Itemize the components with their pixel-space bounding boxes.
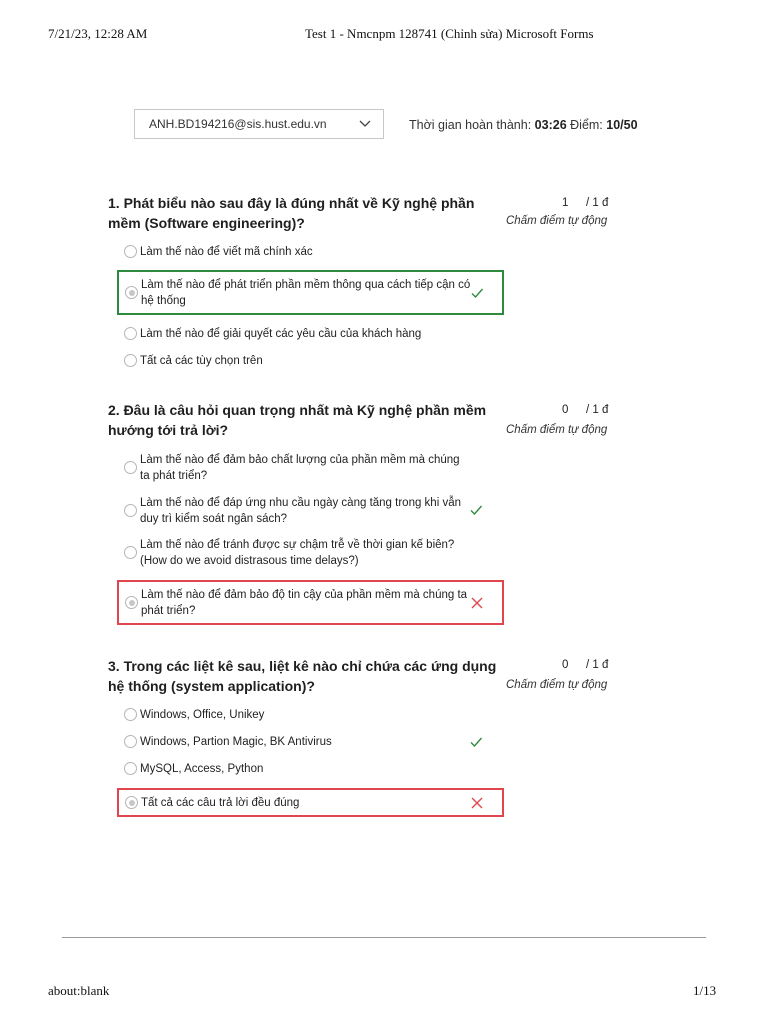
checkmark-icon (469, 503, 483, 517)
print-url: about:blank (48, 983, 110, 998)
print-title: Test 1 - Nmcnpm 128741 (Chỉnh sửa) Microsoft Forms (305, 26, 594, 41)
radio-button[interactable] (124, 504, 137, 517)
option-selected-correct[interactable] (117, 270, 504, 315)
option-label: Tất cả các câu trả lời đều đúng (141, 797, 300, 809)
option-label: Windows, Office, Unikey (140, 709, 265, 721)
option-label: Làm thế nào để phát triển phần mềm thông qua cách tiếp cận có hệ thống (141, 279, 471, 307)
option-label: Làm thế nào để đáp ứng nhu cầu ngày càng tăng trong khi vẫn duy trì kiểm soát ngân sách? (140, 497, 461, 525)
checkmark-icon (469, 735, 483, 749)
radio-button[interactable] (124, 735, 137, 748)
option[interactable] (117, 706, 504, 724)
option-selected-incorrect[interactable] (117, 788, 504, 817)
score-value: 10/50 (606, 118, 638, 132)
radio-button[interactable] (124, 461, 137, 474)
points-max: / 1 đ (586, 659, 609, 671)
option-selected-incorrect[interactable] (117, 580, 504, 625)
option[interactable] (117, 537, 504, 571)
radio-button[interactable] (124, 354, 137, 367)
points-earned: 1 (562, 197, 569, 209)
option[interactable] (117, 352, 504, 370)
cross-icon (470, 796, 484, 810)
chevron-down-icon (359, 117, 371, 129)
account-email: ANH.BD194216@sis.hust.edu.vn (149, 117, 327, 131)
result-stats (409, 118, 638, 132)
question-title: 1. Phát biểu nào sau đây là đúng nhất về Kỹ nghệ phần mềm (Software engineering)? (108, 195, 475, 231)
account-dropdown[interactable] (134, 109, 384, 139)
points-earned: 0 (562, 404, 569, 416)
auto-grade-label: Chấm điểm tự động (506, 679, 608, 691)
radio-button[interactable] (124, 708, 137, 721)
page-divider (62, 937, 706, 938)
radio-button[interactable] (124, 327, 137, 340)
time-value: 03:26 (534, 118, 567, 132)
radio-button[interactable] (124, 762, 137, 775)
option-label: Làm thế nào để đảm bảo chất lượng của phần mềm mà chúng ta phát triển? (140, 454, 460, 482)
option[interactable] (117, 733, 504, 751)
option[interactable] (117, 243, 504, 261)
radio-button-selected[interactable] (125, 286, 138, 299)
print-page-number: 1/13 (693, 983, 717, 998)
time-label: Thời gian hoàn thành: (409, 118, 532, 132)
radio-button-selected[interactable] (125, 796, 138, 809)
radio-button[interactable] (124, 245, 137, 258)
auto-grade-label: Chấm điểm tự động (506, 424, 608, 436)
checkmark-icon (470, 286, 484, 300)
question-title: 2. Đâu là câu hỏi quan trọng nhất mà Kỹ nghệ phần mềm hướng tới trả lời? (108, 402, 487, 438)
points-max: / 1 đ (586, 404, 609, 416)
option[interactable] (117, 325, 504, 343)
option[interactable] (117, 495, 504, 529)
auto-grade-label: Chấm điểm tự động (506, 215, 608, 227)
question-title: 3. Trong các liệt kê sau, liệt kê nào chỉ chứa các ứng dụng hệ thống (system application)? (108, 658, 497, 694)
option-label: MySQL, Access, Python (140, 763, 264, 775)
points-max: / 1 đ (586, 197, 609, 209)
cross-icon (470, 596, 484, 610)
score-label: Điểm: (570, 118, 603, 132)
print-date: 7/21/23, 12:28 AM (48, 26, 148, 41)
option-label: Tất cả các tùy chọn trên (140, 355, 263, 367)
radio-button[interactable] (124, 546, 137, 559)
radio-button-selected[interactable] (125, 596, 138, 609)
points-earned: 0 (562, 659, 569, 671)
option-label: Làm thế nào để viết mã chính xác (140, 246, 313, 258)
option-label: Làm thế nào để tránh được sự chậm trễ về thời gian kế biên? (How do we avoid distrasous time delays?) (140, 539, 455, 567)
option-label: Làm thế nào để đảm bảo độ tin cậy của phần mềm mà chúng ta phát triển? (141, 589, 468, 617)
option-label: Windows, Partion Magic, BK Antivirus (140, 736, 332, 748)
option[interactable] (117, 452, 504, 486)
option[interactable] (117, 760, 504, 778)
option-label: Làm thế nào để giải quyết các yêu cầu của khách hàng (140, 328, 422, 340)
